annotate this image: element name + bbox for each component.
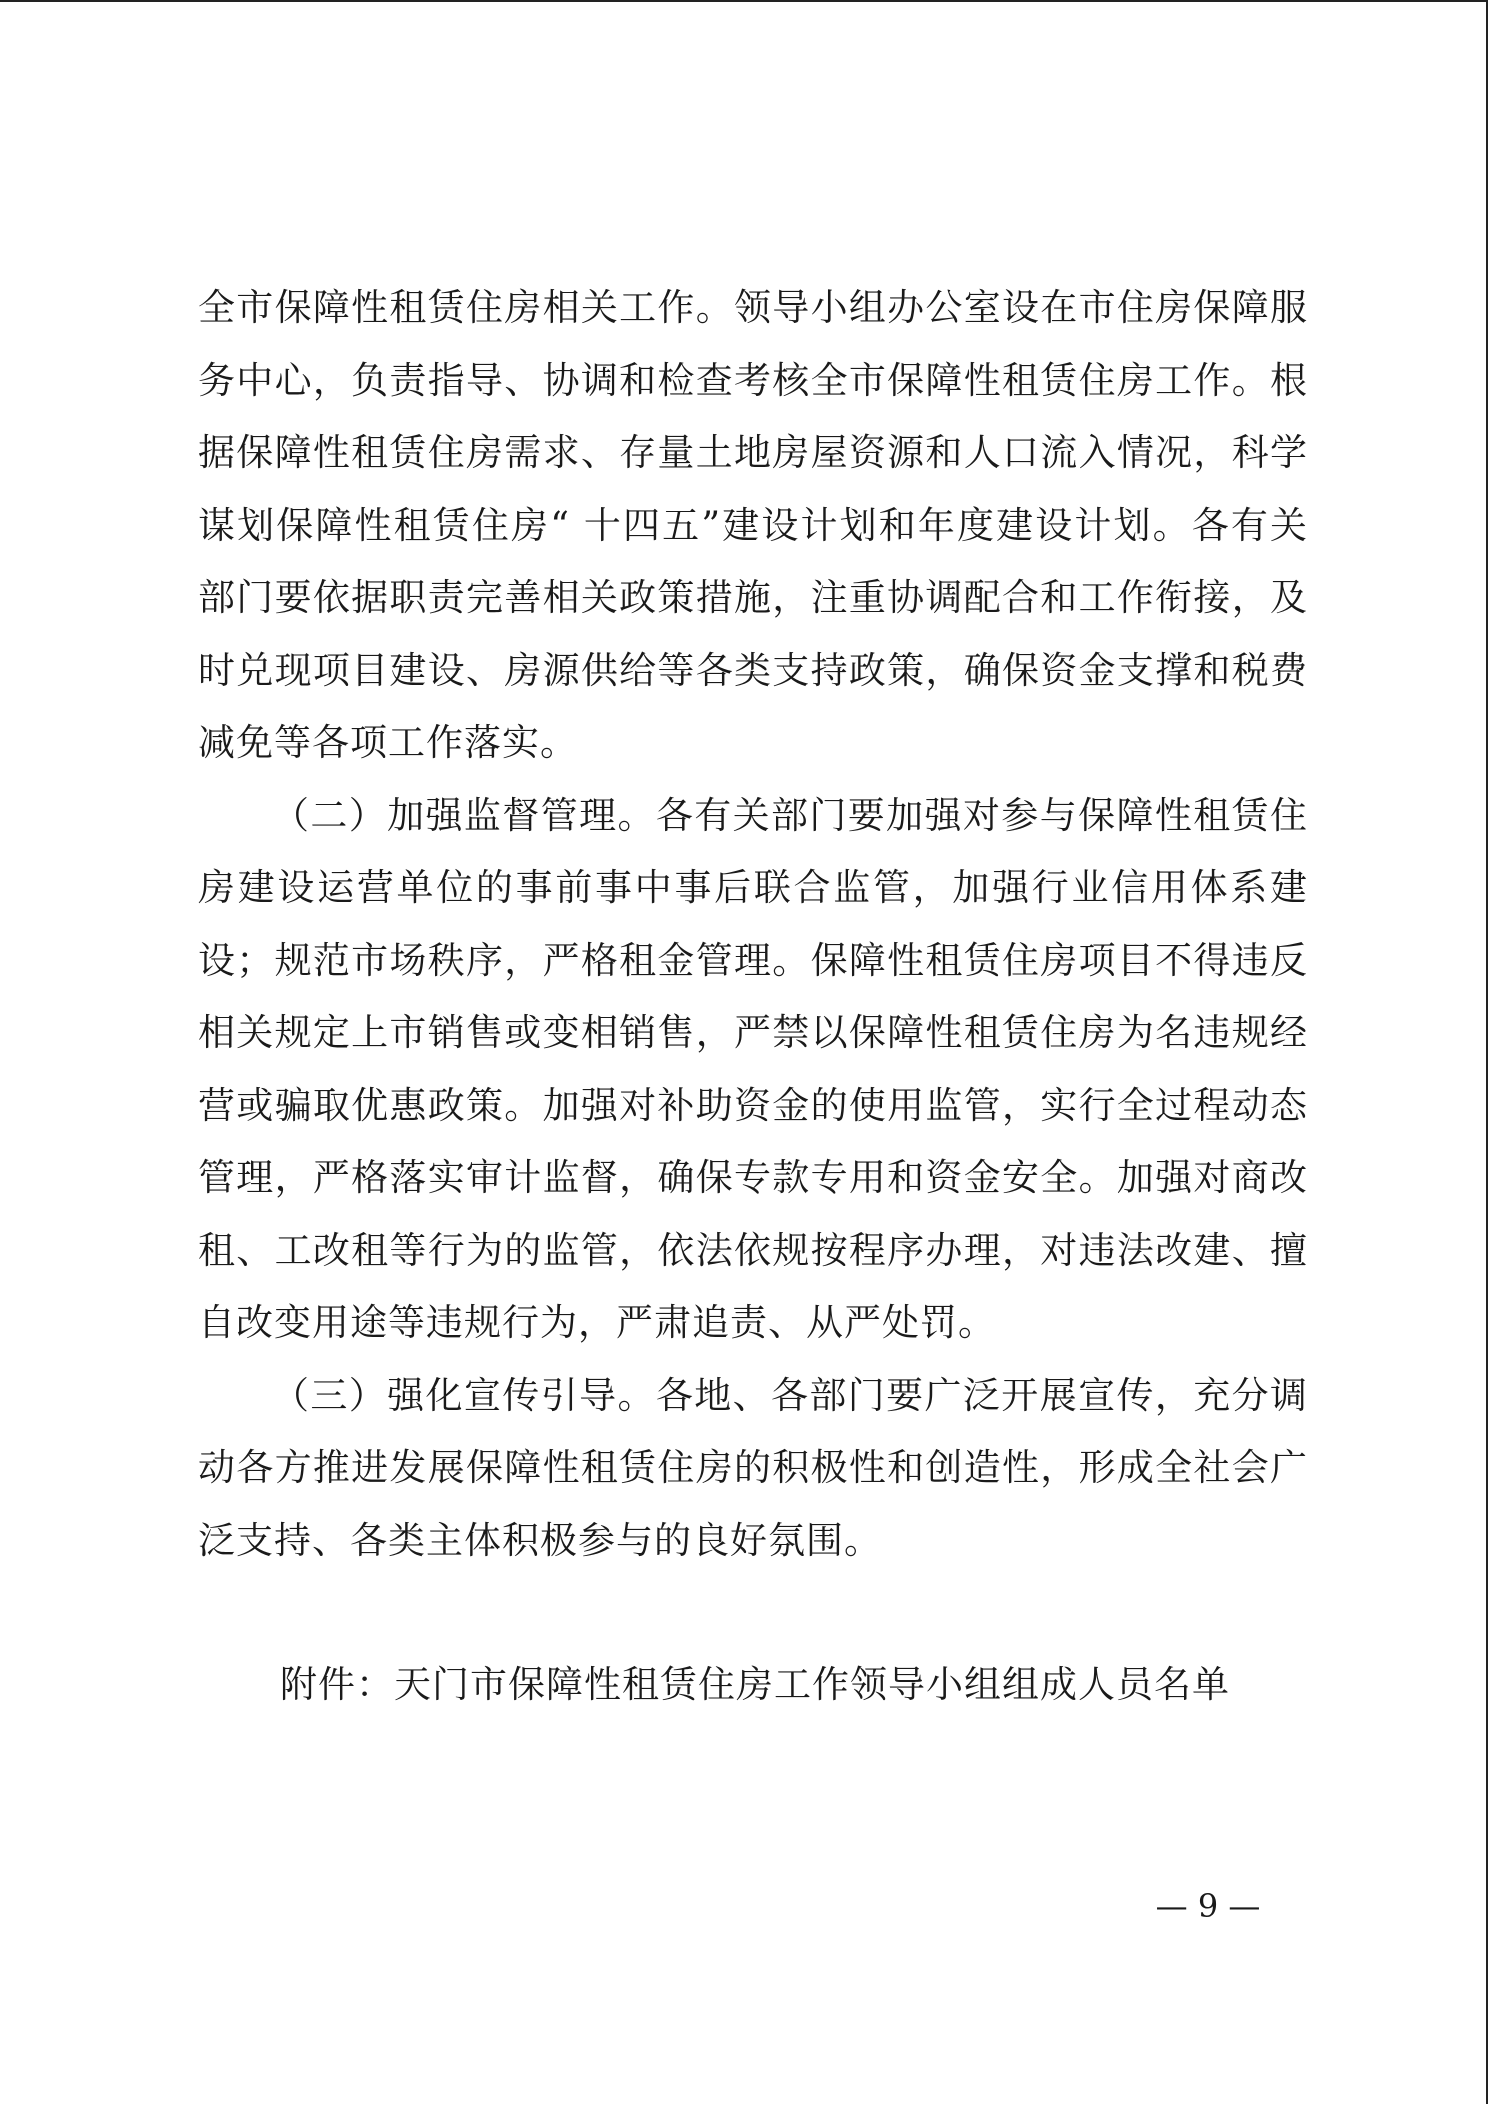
section-spacer (198, 1577, 1308, 1649)
paragraph-continuation: 全市保障性租赁住房相关工作。领导小组办公室设在市住房保障服务中心，负责指导、协调和检查考核全市保障性租赁住房工作。根据保障性租赁住房需求、存量土地房屋资源和人口流入情况，科学谋划保障性租赁住房“ 十四五”建设计划和年度建设计划。各有关部门要依据职责完善相关政策措施，注重协调配合和工作衔接，及时兑现项目建设、房源供给等各类支持政策，确保资金支撑和税费减免等各项工作落实。 (198, 286, 1308, 764)
page-number: — 9 — (1155, 1887, 1261, 1925)
paragraph-supervision: （二）加强监督管理。各有关部门要加强对参与保障性租赁住房建设运营单位的事前事中事后联合监管，加强行业信用体系建设；规范市场秩序，严格租金管理。保障性租赁住房项目不得违反相关规定上市销售或变相销售，严禁以保障性租赁住房为名违规经营或骗取优惠政策。加强对补助资金的使用监管，实行全过程动态管理，严格落实审计监督，确保专款专用和资金安全。加强对商改租、工改租等行为的监管，依法依规按程序办理，对违法改建、擅自改变用途等违规行为，严肃追责、从严处罚。 (198, 793, 1308, 1344)
page-top-border (0, 0, 1488, 2)
document-body (198, 272, 1308, 1722)
paragraph-publicity: （三）强化宣传引导。各地、各部门要广泛开展宣传，充分调动各方推进发展保障性租赁住房的积极性和创造性，形成全社会广泛支持、各类主体积极参与的良好氛围。 (198, 1373, 1308, 1562)
attachment-line: 附件：天门市保障性租赁住房工作领导小组组成人员名单 (280, 1663, 1230, 1706)
